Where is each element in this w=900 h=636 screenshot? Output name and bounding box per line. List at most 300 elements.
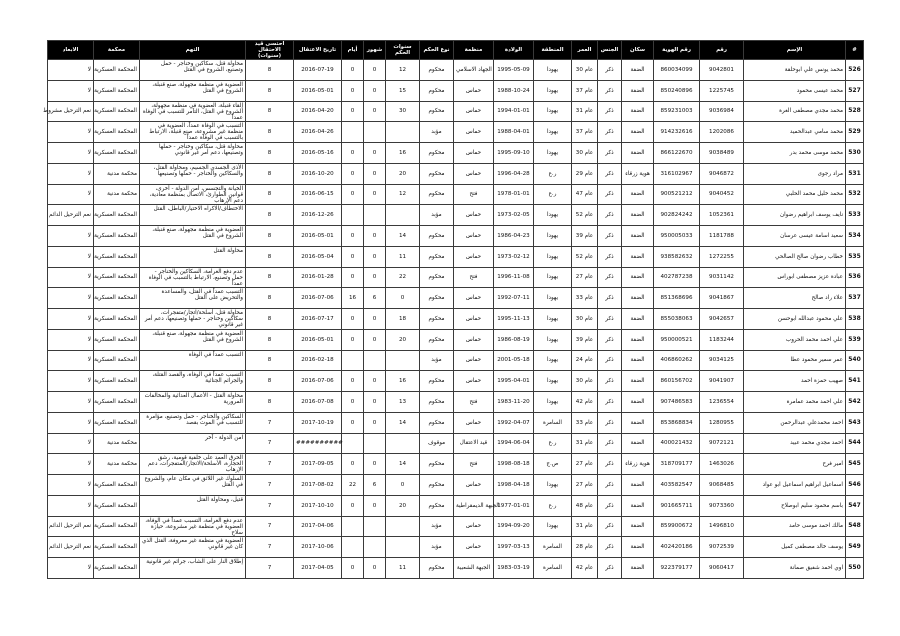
organization-cell: حماس xyxy=(454,246,494,267)
gender-cell: ذكر xyxy=(598,350,622,371)
years-cell: 14 xyxy=(386,412,420,433)
gender-cell: ذكر xyxy=(598,101,622,122)
table-header xyxy=(48,41,864,60)
id-number-cell: 860156702 xyxy=(654,371,700,392)
prisoner-number-cell: 1272255 xyxy=(700,246,744,267)
table-row xyxy=(48,495,864,516)
table-row xyxy=(48,350,864,371)
column-header-prisoner-number: رقم xyxy=(700,41,744,60)
years-cell: 20 xyxy=(386,329,420,350)
court-cell: المحكمة العسكرية xyxy=(94,537,140,558)
years-cell: 11 xyxy=(386,558,420,579)
court-cell: المحكمة العسكرية xyxy=(94,475,140,496)
years-held-cell: 8 xyxy=(246,309,294,330)
months-cell: 0 xyxy=(364,329,386,350)
column-header-court: محكمة xyxy=(94,41,140,60)
name-cell: عبادة عزيز مصطفى ابوراس xyxy=(744,267,846,288)
prisoner-number-cell: 1225745 xyxy=(700,80,744,101)
deport-cell: لا xyxy=(48,454,94,475)
months-cell: 6 xyxy=(364,288,386,309)
sentence-type-cell: محكوم xyxy=(420,371,454,392)
column-header-years: سنوات الحكم xyxy=(386,41,420,60)
court-cell: محكمة مدنية xyxy=(94,163,140,184)
organization-cell: حماس xyxy=(454,475,494,496)
name-cell: علاء راد صالح xyxy=(744,288,846,309)
gender-cell: ذكر xyxy=(598,329,622,350)
months-cell: 0 xyxy=(364,184,386,205)
index-cell: 542 xyxy=(846,392,864,413)
table-row xyxy=(48,433,864,454)
years-held-cell: 7 xyxy=(246,433,294,454)
arrest-date-cell: 2016-07-17 xyxy=(294,309,342,330)
index-cell: 538 xyxy=(846,309,864,330)
gender-cell: ذكر xyxy=(598,122,622,143)
table-row xyxy=(48,329,864,350)
months-cell: 0 xyxy=(364,80,386,101)
days-cell xyxy=(342,205,364,226)
charges-cell: التسبب عمداً في الوفاة، والقصد القتلة، والجرائم الجنائية xyxy=(140,371,246,392)
months-cell: 0 xyxy=(364,309,386,330)
deport-cell: لا xyxy=(48,392,94,413)
region-cell: السامرة xyxy=(534,537,572,558)
sentence-type-cell: محكوم xyxy=(420,288,454,309)
deport-cell: نعم الترحيل الدائم xyxy=(48,537,94,558)
id-number-cell: 866122670 xyxy=(654,143,700,164)
birth-date-cell: 1996-04-28 xyxy=(494,163,534,184)
charges-cell: امن الدولة - آخر xyxy=(140,433,246,454)
years-cell: 18 xyxy=(386,309,420,330)
deport-cell: لا xyxy=(48,309,94,330)
index-cell: 550 xyxy=(846,558,864,579)
index-cell: 529 xyxy=(846,122,864,143)
birth-date-cell: 1986-08-19 xyxy=(494,329,534,350)
court-cell: المحكمة العسكرية xyxy=(94,309,140,330)
arrest-date-cell: 2016-05-01 xyxy=(294,80,342,101)
organization-cell: حماس xyxy=(454,371,494,392)
column-header-arrest-date: تاريخ الاعتقال xyxy=(294,41,342,60)
birth-date-cell: 1995-09-10 xyxy=(494,143,534,164)
age-cell: عام 30 xyxy=(572,371,598,392)
table-row xyxy=(48,60,864,81)
sentence-type-cell: مؤبد xyxy=(420,350,454,371)
organization-cell: حماس xyxy=(454,143,494,164)
region-cell: يهودا xyxy=(534,122,572,143)
deport-cell: لا xyxy=(48,371,94,392)
years-cell: 12 xyxy=(386,60,420,81)
days-cell xyxy=(342,433,364,454)
charges-cell: الاختطاف/الاكراه الاختيار/الباطل، القتل xyxy=(140,205,246,226)
name-cell: احمد محمدعلي عبدالرحمن xyxy=(744,412,846,433)
name-cell: نايف يوسف ابراهيم رضوان xyxy=(744,205,846,226)
region-cell: يهودا xyxy=(534,475,572,496)
arrest-date-cell: 2016-01-28 xyxy=(294,267,342,288)
arrest-date-cell: 2017-04-06 xyxy=(294,516,342,537)
residence-cell: الضفة xyxy=(622,226,654,247)
arrest-date-cell: 2016-07-19 xyxy=(294,60,342,81)
charges-cell: العضوية في منظمة مجهولة، صنع قنبلة، الشروع في القتل xyxy=(140,329,246,350)
arrest-date-cell: 2016-05-01 xyxy=(294,329,342,350)
charges-cell: الحرق العمد على خلفية قومية، رشق الحجارة، الأسلحة/الاتجار/المتفجرات، دعم الإرهاب xyxy=(140,454,246,475)
id-number-cell: 855038063 xyxy=(654,309,700,330)
arrest-date-cell: 2016-07-08 xyxy=(294,392,342,413)
charges-cell: محاولة قتل، سكاكين وخناجر - حمل وتصنيع، الشروع في القتل xyxy=(140,60,246,81)
prisoner-number-cell: 1183244 xyxy=(700,329,744,350)
deport-cell: لا xyxy=(48,288,94,309)
prisoner-number-cell: 9073360 xyxy=(700,495,744,516)
column-header-name: الإسم xyxy=(744,41,846,60)
gender-cell: ذكر xyxy=(598,143,622,164)
sentence-type-cell: محكوم xyxy=(420,412,454,433)
id-number-cell: 859900672 xyxy=(654,516,700,537)
name-cell: مراد رجوى xyxy=(744,163,846,184)
column-header-deport: الابعاد xyxy=(48,41,94,60)
gender-cell: ذكر xyxy=(598,495,622,516)
table-row xyxy=(48,205,864,226)
residence-cell: الضفة xyxy=(622,80,654,101)
column-header-organization: منظمة xyxy=(454,41,494,60)
months-cell: 0 xyxy=(364,412,386,433)
prisoner-table xyxy=(43,40,864,579)
name-cell: اوي احمد شفيق صمانة xyxy=(744,558,846,579)
arrest-date-cell: 2017-08-02 xyxy=(294,475,342,496)
table-row xyxy=(48,226,864,247)
organization-cell: حماس xyxy=(454,329,494,350)
gender-cell: ذكر xyxy=(598,516,622,537)
arrest-date-cell: 2016-04-26 xyxy=(294,122,342,143)
id-number-cell: 851368696 xyxy=(654,288,700,309)
charges-cell: الخيانة والتجسس، أمن الدولة - أخرى، قوانين الطوارئ، الاتصال بمنظمة معادية، دعم الإرهاب xyxy=(140,184,246,205)
arrest-date-cell: 2016-06-15 xyxy=(294,184,342,205)
charges-cell: العضوية في منظمة مجهولة، صنع قنبلة، الشروع في القتل xyxy=(140,80,246,101)
organization-cell: فتح xyxy=(454,392,494,413)
name-cell: عمر سمير محمود عطا xyxy=(744,350,846,371)
months-cell xyxy=(364,205,386,226)
prisoner-number-cell: 1052361 xyxy=(700,205,744,226)
id-number-cell: 853868834 xyxy=(654,412,700,433)
prisoner-number-cell: 9046872 xyxy=(700,163,744,184)
years-held-cell: 8 xyxy=(246,329,294,350)
years-held-cell: 8 xyxy=(246,226,294,247)
age-cell: عام 27 xyxy=(572,454,598,475)
charges-cell: الأذى الجسدي الجسيم، ومحاولة القتل، والسكاكين والخناجر - حملها وتصنيعها xyxy=(140,163,246,184)
years-held-cell: 8 xyxy=(246,205,294,226)
deport-cell: لا xyxy=(48,60,94,81)
id-number-cell: 400021432 xyxy=(654,433,700,454)
days-cell xyxy=(342,537,364,558)
index-cell: 549 xyxy=(846,537,864,558)
arrest-date-cell: 2016-02-18 xyxy=(294,350,342,371)
region-cell: يهودا xyxy=(534,267,572,288)
court-cell: المحكمة العسكرية xyxy=(94,288,140,309)
years-cell xyxy=(386,122,420,143)
months-cell: 0 xyxy=(364,60,386,81)
years-cell: 0 xyxy=(386,475,420,496)
residence-cell: الضفة xyxy=(622,412,654,433)
column-header-charges: التهم xyxy=(140,41,246,60)
court-cell: المحكمة العسكرية xyxy=(94,350,140,371)
residence-cell: هوية زرقاء xyxy=(622,163,654,184)
organization-cell: حماس xyxy=(454,537,494,558)
days-cell: 0 xyxy=(342,558,364,579)
column-header-birth-date: الولادة xyxy=(494,41,534,60)
sentence-type-cell: محكوم xyxy=(420,184,454,205)
residence-cell: الضفة xyxy=(622,122,654,143)
birth-date-cell: 1994-09-20 xyxy=(494,516,534,537)
birth-date-cell: 1997-03-13 xyxy=(494,537,534,558)
index-cell: 541 xyxy=(846,371,864,392)
arrest-date-cell: 2017-10-10 xyxy=(294,495,342,516)
birth-date-cell: 1995-11-13 xyxy=(494,309,534,330)
region-cell: ر.ع xyxy=(534,433,572,454)
region-cell: ص.ج xyxy=(534,454,572,475)
charges-cell: عدم دفع الغرامة، السكاكين والخناجر - حمل وتصنيع، الارتباط بالتسبب في الوفاة عمداً xyxy=(140,267,246,288)
organization-cell: الجبهة الشعبية xyxy=(454,558,494,579)
organization-cell: حماس xyxy=(454,80,494,101)
residence-cell: الضفة xyxy=(622,143,654,164)
index-cell: 534 xyxy=(846,226,864,247)
years-held-cell: 7 xyxy=(246,412,294,433)
prisoner-number-cell: 9042657 xyxy=(700,309,744,330)
court-cell: المحكمة العسكرية xyxy=(94,495,140,516)
charges-cell: محاولة القتل - الأعمال العدائية والمخالفات المرورية xyxy=(140,392,246,413)
prisoner-number-cell: 1236554 xyxy=(700,392,744,413)
residence-cell: الضفة xyxy=(622,288,654,309)
name-cell: محمد عيسى محمود xyxy=(744,80,846,101)
birth-date-cell: 1995-05-09 xyxy=(494,60,534,81)
organization-cell: الجهاد الاسلامي xyxy=(454,60,494,81)
prisoner-number-cell: 9036984 xyxy=(700,101,744,122)
birth-date-cell: 1994-06-04 xyxy=(494,433,534,454)
years-held-cell: 7 xyxy=(246,475,294,496)
column-header-months: شهور xyxy=(364,41,386,60)
sentence-type-cell: محكوم xyxy=(420,143,454,164)
name-cell: محمد سامي عبدالحميد xyxy=(744,122,846,143)
age-cell: عام 33 xyxy=(572,288,598,309)
years-cell: 20 xyxy=(386,495,420,516)
region-cell: السامرة xyxy=(534,412,572,433)
organization-cell: حماس xyxy=(454,226,494,247)
organization-cell: حماس xyxy=(454,350,494,371)
months-cell: 0 xyxy=(364,558,386,579)
index-cell: 532 xyxy=(846,184,864,205)
age-cell: عام 39 xyxy=(572,226,598,247)
column-header-region: المنطقة xyxy=(534,41,572,60)
arrest-date-cell: 2017-04-05 xyxy=(294,558,342,579)
deport-cell: لا xyxy=(48,80,94,101)
index-cell: 536 xyxy=(846,267,864,288)
court-cell: المحكمة العسكرية xyxy=(94,226,140,247)
birth-date-cell: 1992-04-07 xyxy=(494,412,534,433)
years-held-cell: 8 xyxy=(246,246,294,267)
age-cell: عام 37 xyxy=(572,122,598,143)
prisoner-number-cell: 1280955 xyxy=(700,412,744,433)
charges-cell: السلوك غير اللائق في مكان عام، والشروع في القتل xyxy=(140,475,246,496)
id-number-cell: 402787238 xyxy=(654,267,700,288)
years-cell: 14 xyxy=(386,226,420,247)
gender-cell: ذكر xyxy=(598,226,622,247)
name-cell: علي احمد محمد عمامرة xyxy=(744,392,846,413)
name-cell: علي احمد محمد الحروب xyxy=(744,329,846,350)
region-cell: ر.ع xyxy=(534,184,572,205)
age-cell: عام 27 xyxy=(572,267,598,288)
days-cell: 22 xyxy=(342,475,364,496)
id-number-cell: 938582632 xyxy=(654,246,700,267)
arrest-date-cell: 2016-04-20 xyxy=(294,101,342,122)
prisoner-number-cell: 9041907 xyxy=(700,371,744,392)
years-cell: 12 xyxy=(386,184,420,205)
id-number-cell: 318709177 xyxy=(654,454,700,475)
table-row xyxy=(48,371,864,392)
age-cell: عام 47 xyxy=(572,184,598,205)
days-cell: 0 xyxy=(342,163,364,184)
deport-cell: نعم الترحيل الدائم xyxy=(48,205,94,226)
months-cell: 0 xyxy=(364,454,386,475)
days-cell xyxy=(342,516,364,537)
months-cell: 0 xyxy=(364,392,386,413)
gender-cell: ذكر xyxy=(598,558,622,579)
index-cell: 528 xyxy=(846,101,864,122)
days-cell: 0 xyxy=(342,80,364,101)
id-number-cell: 902824242 xyxy=(654,205,700,226)
table-row xyxy=(48,101,864,122)
table-row xyxy=(48,163,864,184)
charges-cell: عدم دفع الغرامة، التسبب عمداً في الوفاة، العضوية في منظمة غير مشروعة، حيازة سلاح xyxy=(140,516,246,537)
days-cell: 0 xyxy=(342,60,364,81)
years-held-cell: 8 xyxy=(246,101,294,122)
birth-date-cell: 1973-02-05 xyxy=(494,205,534,226)
name-cell: خطاب رضوان صالح الصالحي xyxy=(744,246,846,267)
prisoner-number-cell: 9031142 xyxy=(700,267,744,288)
prisoner-table-sheet xyxy=(43,40,863,579)
age-cell: عام 27 xyxy=(572,475,598,496)
residence-cell: الضفة xyxy=(622,392,654,413)
name-cell: محمد مجدي مصطفى الغرة xyxy=(744,101,846,122)
prisoner-number-cell: 9068485 xyxy=(700,475,744,496)
years-held-cell: 8 xyxy=(246,60,294,81)
arrest-date-cell: 2017-10-06 xyxy=(294,537,342,558)
years-held-cell: 8 xyxy=(246,143,294,164)
sentence-type-cell: محكوم xyxy=(420,246,454,267)
arrest-date-cell: 2016-05-16 xyxy=(294,143,342,164)
column-header-age: العمر xyxy=(572,41,598,60)
months-cell: 0 xyxy=(364,143,386,164)
deport-cell: لا xyxy=(48,475,94,496)
name-cell: علي محمود عبدالله ابوحسن xyxy=(744,309,846,330)
deport-cell: لا xyxy=(48,143,94,164)
sentence-type-cell: محكوم xyxy=(420,475,454,496)
organization-cell: حماس xyxy=(454,412,494,433)
prisoner-number-cell: 1181788 xyxy=(700,226,744,247)
court-cell: المحكمة العسكرية xyxy=(94,516,140,537)
id-number-cell: 402420186 xyxy=(654,537,700,558)
years-cell xyxy=(386,205,420,226)
prisoner-number-cell: 9072121 xyxy=(700,433,744,454)
court-cell: المحكمة العسكرية xyxy=(94,246,140,267)
table-row xyxy=(48,558,864,579)
years-held-cell: 8 xyxy=(246,184,294,205)
region-cell: يهودا xyxy=(534,516,572,537)
birth-date-cell: 1986-04-23 xyxy=(494,226,534,247)
years-cell xyxy=(386,350,420,371)
table-row xyxy=(48,80,864,101)
id-number-cell: 900521212 xyxy=(654,184,700,205)
name-cell: يوسف خالد مصطفى كميل xyxy=(744,537,846,558)
index-cell: 526 xyxy=(846,60,864,81)
organization-cell: حماس xyxy=(454,288,494,309)
gender-cell: ذكر xyxy=(598,454,622,475)
birth-date-cell: 1988-10-24 xyxy=(494,80,534,101)
months-cell: 0 xyxy=(364,226,386,247)
months-cell: 0 xyxy=(364,246,386,267)
sentence-type-cell: محكوم xyxy=(420,60,454,81)
days-cell: 0 xyxy=(342,309,364,330)
birth-date-cell: 1977-01-01 xyxy=(494,495,534,516)
years-cell xyxy=(386,433,420,454)
court-cell: المحكمة العسكرية xyxy=(94,392,140,413)
organization-cell: حماس xyxy=(454,101,494,122)
age-cell: عام 48 xyxy=(572,495,598,516)
gender-cell: ذكر xyxy=(598,246,622,267)
years-held-cell: 8 xyxy=(246,371,294,392)
age-cell: عام 24 xyxy=(572,350,598,371)
region-cell: يهودا xyxy=(534,226,572,247)
age-cell: عام 52 xyxy=(572,205,598,226)
index-cell: 548 xyxy=(846,516,864,537)
age-cell: عام 31 xyxy=(572,101,598,122)
arrest-date-cell: 2016-05-01 xyxy=(294,226,342,247)
years-held-cell: 7 xyxy=(246,537,294,558)
sentence-type-cell: محكوم xyxy=(420,101,454,122)
years-cell xyxy=(386,516,420,537)
days-cell: 16 xyxy=(342,288,364,309)
birth-date-cell: 2001-05-18 xyxy=(494,350,534,371)
organization-cell: فتح xyxy=(454,454,494,475)
region-cell: يهودا xyxy=(534,350,572,371)
table-row xyxy=(48,537,864,558)
court-cell: المحكمة العسكرية xyxy=(94,60,140,81)
gender-cell: ذكر xyxy=(598,309,622,330)
residence-cell: الضفة xyxy=(622,267,654,288)
years-cell xyxy=(386,537,420,558)
days-cell xyxy=(342,122,364,143)
id-number-cell: 922379177 xyxy=(654,558,700,579)
index-cell: 537 xyxy=(846,288,864,309)
prisoner-number-cell: 1496810 xyxy=(700,516,744,537)
years-held-cell: 8 xyxy=(246,288,294,309)
gender-cell: ذكر xyxy=(598,392,622,413)
residence-cell: الضفة xyxy=(622,60,654,81)
days-cell: 0 xyxy=(342,371,364,392)
months-cell: 0 xyxy=(364,495,386,516)
organization-cell: قيد الاعتقال xyxy=(454,433,494,454)
index-cell: 544 xyxy=(846,433,864,454)
name-cell: سعيد اسامة عيسى عرسان xyxy=(744,226,846,247)
organization-cell: حماس xyxy=(454,309,494,330)
id-number-cell: 950005033 xyxy=(654,226,700,247)
residence-cell: الضفة xyxy=(622,309,654,330)
residence-cell: الضفة xyxy=(622,495,654,516)
age-cell: عام 37 xyxy=(572,80,598,101)
column-header-id-number: رقم الهوية xyxy=(654,41,700,60)
index-cell: 547 xyxy=(846,495,864,516)
prisoner-number-cell: 1202086 xyxy=(700,122,744,143)
charges-cell: السكاكين والخناجر - حمل وتصنيع، مؤامرة للتسبب في الموت بقصد xyxy=(140,412,246,433)
days-cell: 0 xyxy=(342,392,364,413)
table-row xyxy=(48,288,864,309)
organization-cell: فتح xyxy=(454,267,494,288)
deport-cell: لا xyxy=(48,226,94,247)
arrest-date-cell: ########## xyxy=(294,433,342,454)
